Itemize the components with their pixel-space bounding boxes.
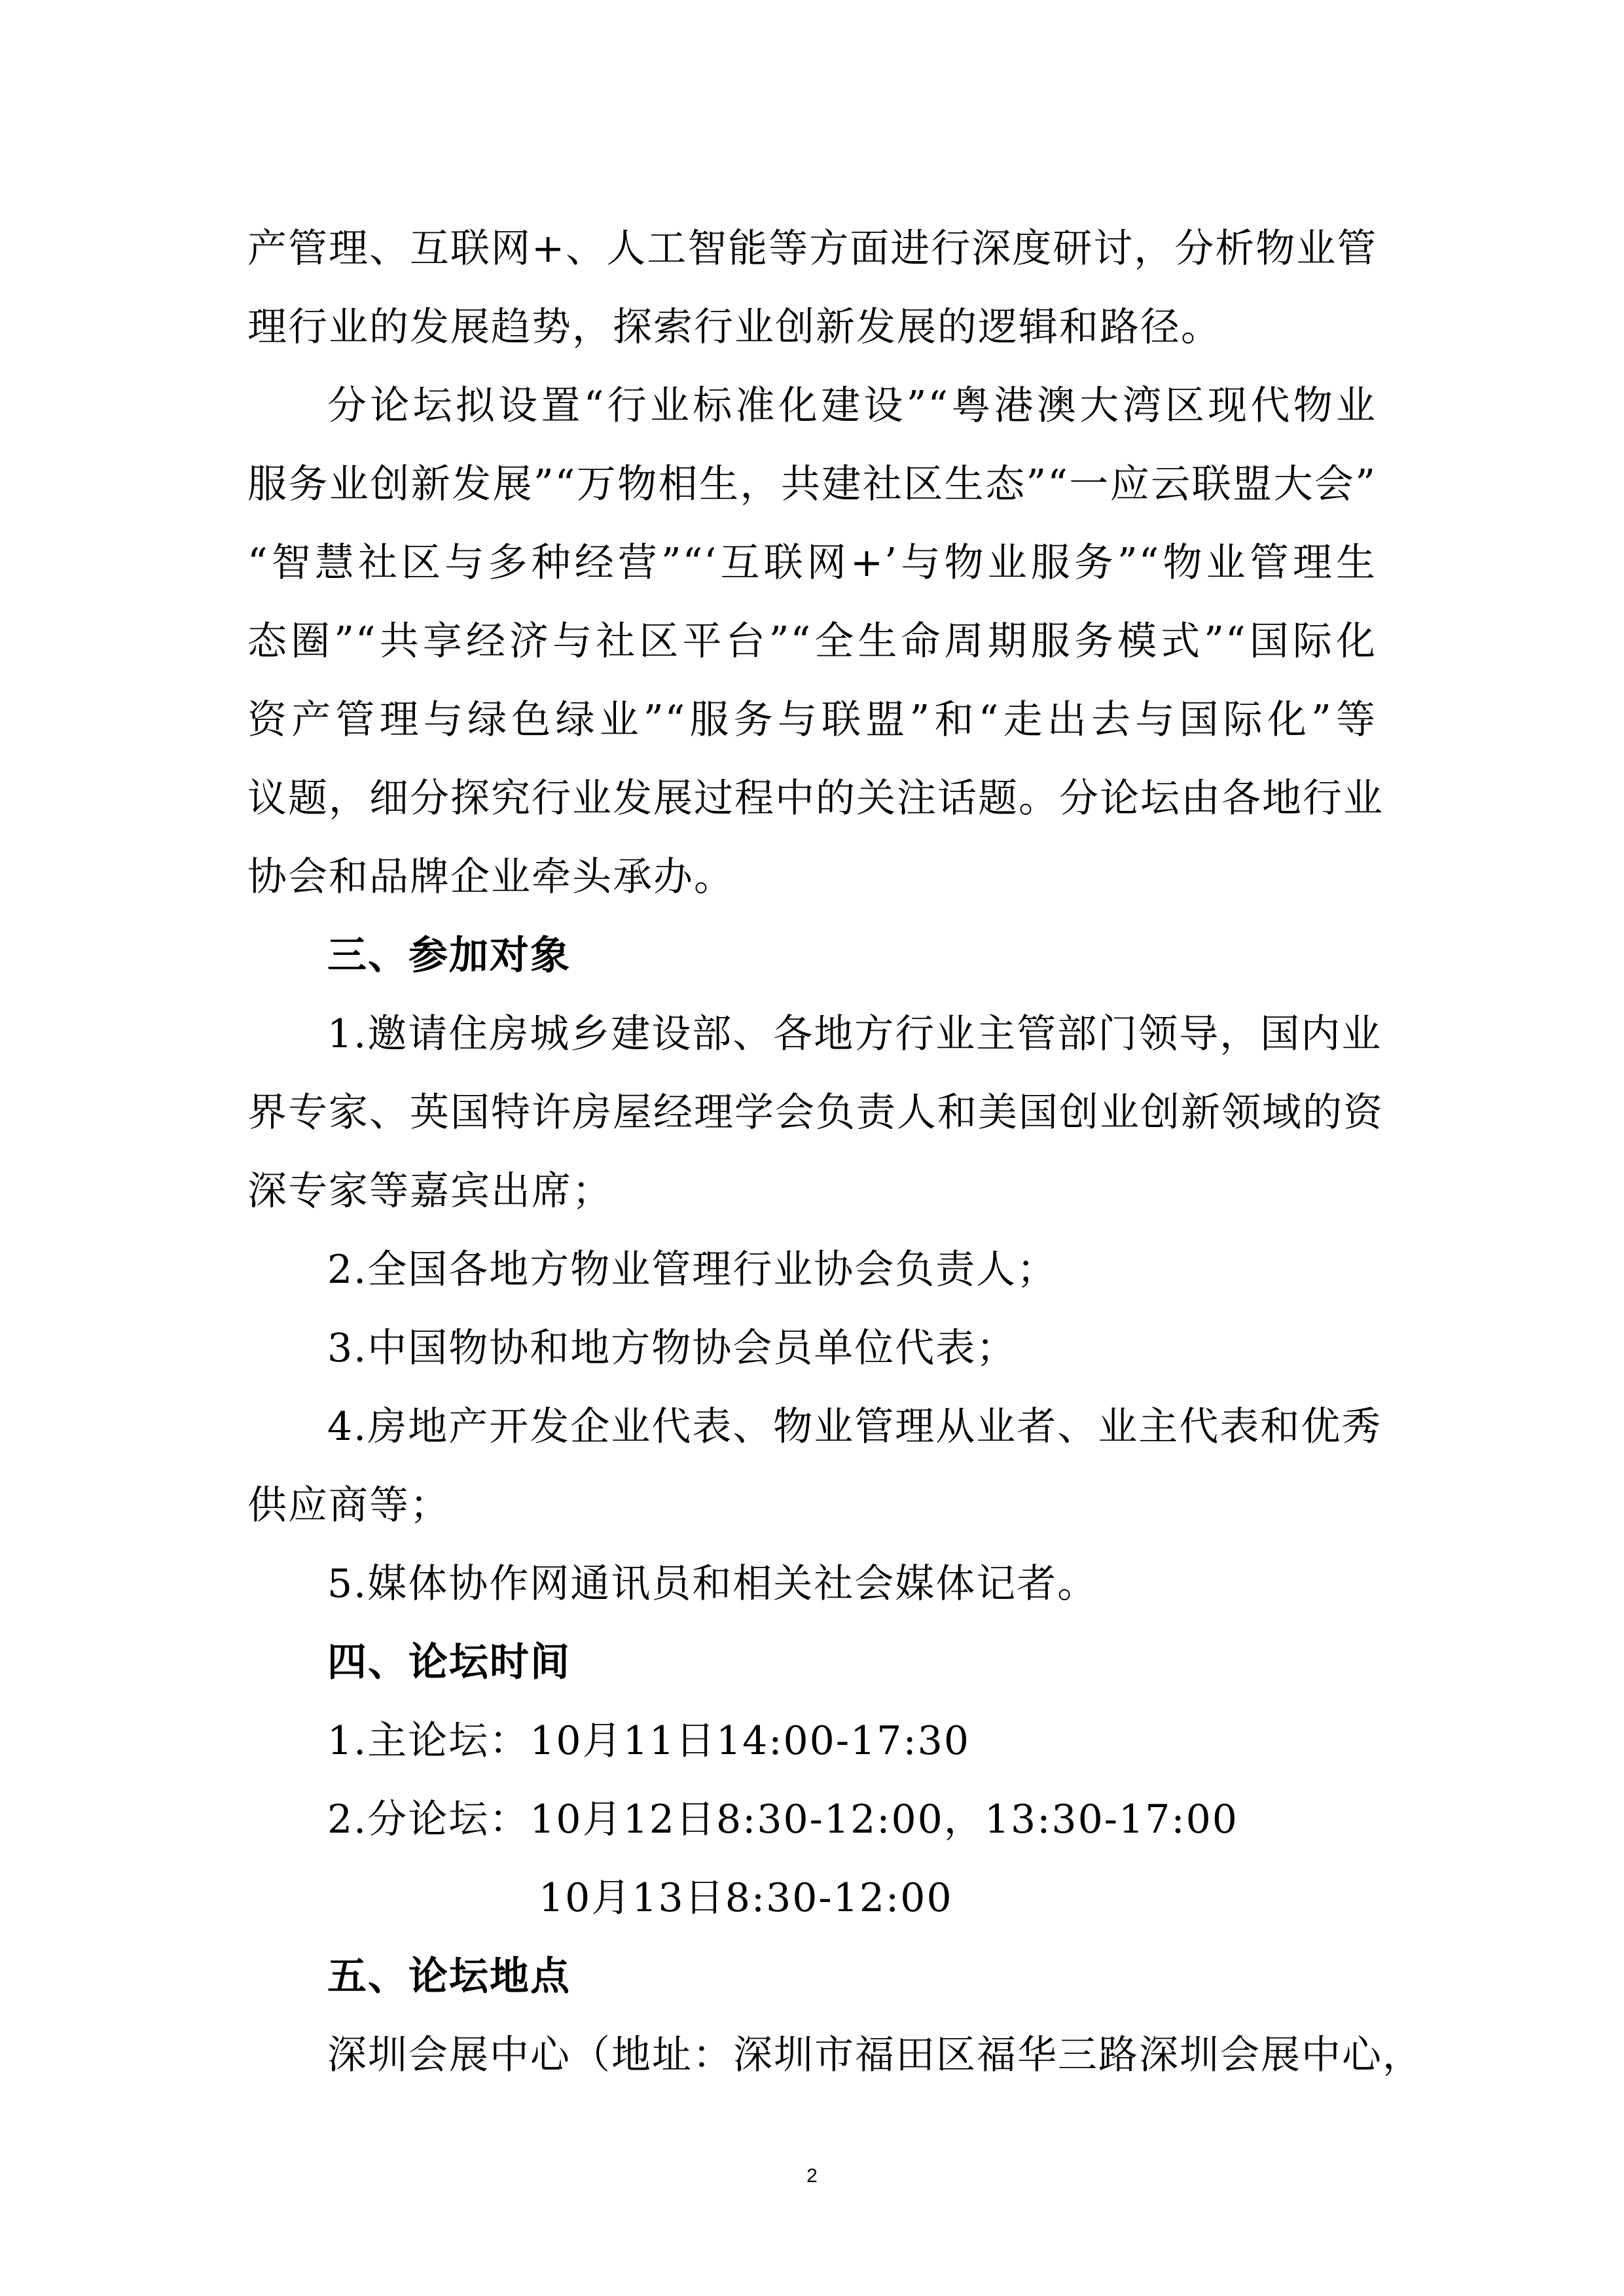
- paragraph-line: 分论坛拟设置“行业标准化建设”“粤港澳大湾区现代物业: [327, 383, 1377, 429]
- list-item: 4.房地产开发企业代表、物业管理从业者、业主代表和优秀: [327, 1404, 1382, 1450]
- list-item: 1.邀请住房城乡建设部、各地方行业主管部门领导，国内业: [327, 1011, 1382, 1057]
- document-body: [247, 209, 1423, 2094]
- list-item: 1.主论坛：10月11日14:00-17:30: [327, 1718, 971, 1764]
- section-heading-forum-time: 四、论坛时间: [327, 1640, 571, 1685]
- schedule-continuation: 10月13日8:30-12:00: [539, 1875, 953, 1921]
- paragraph-line: 议题，细分探究行业发展过程中的关注话题。分论坛由各地行业: [247, 776, 1384, 821]
- paragraph-line: 供应商等；: [247, 1482, 450, 1528]
- paragraph-line: 界专家、英国特许房屋经理学会负责人和美国创业创新领域的资: [247, 1090, 1384, 1136]
- paragraph-line: 态圈”“共享经济与社区平台”“全生命周期服务模式”“国际化: [247, 619, 1377, 664]
- paragraph-line: 资产管理与绿色绿业”“服务与联盟”和“走出去与国际化”等: [247, 697, 1377, 743]
- paragraph-line: 理行业的发展趋势，探索行业创新发展的逻辑和路径。: [247, 304, 1221, 350]
- section-heading-forum-venue: 五、论坛地点: [327, 1954, 571, 2000]
- paragraph-line: 深圳会展中心（地址：深圳市福田区福华三路深圳会展中心，: [327, 2032, 1423, 2078]
- section-heading-participants: 三、参加对象: [327, 933, 571, 978]
- list-item: 2.全国各地方物业管理行业协会负责人；: [327, 1247, 1058, 1293]
- paragraph-line: “智慧社区与多种经营”“‘互联网+’与物业服务”“物业管理生: [247, 540, 1377, 586]
- page-number: 2: [806, 2165, 818, 2187]
- list-item: 3.中国物协和地方物协会员单位代表；: [327, 1325, 1017, 1371]
- paragraph-line: 协会和品牌企业牵头承办。: [247, 854, 734, 900]
- paragraph-line: 产管理、互联网+、人工智能等方面进行深度研讨，分析物业管: [247, 226, 1378, 272]
- paragraph-line: 深专家等嘉宾出席；: [247, 1168, 613, 1214]
- paragraph-line: 服务业创新发展”“万物相生，共建社区生态”“一应云联盟大会”: [247, 461, 1377, 507]
- list-item: 5.媒体协作网通讯员和相关社会媒体记者。: [327, 1561, 1098, 1607]
- list-item: 2.分论坛：10月12日8:30-12:00，13:30-17:00: [327, 1797, 1238, 1842]
